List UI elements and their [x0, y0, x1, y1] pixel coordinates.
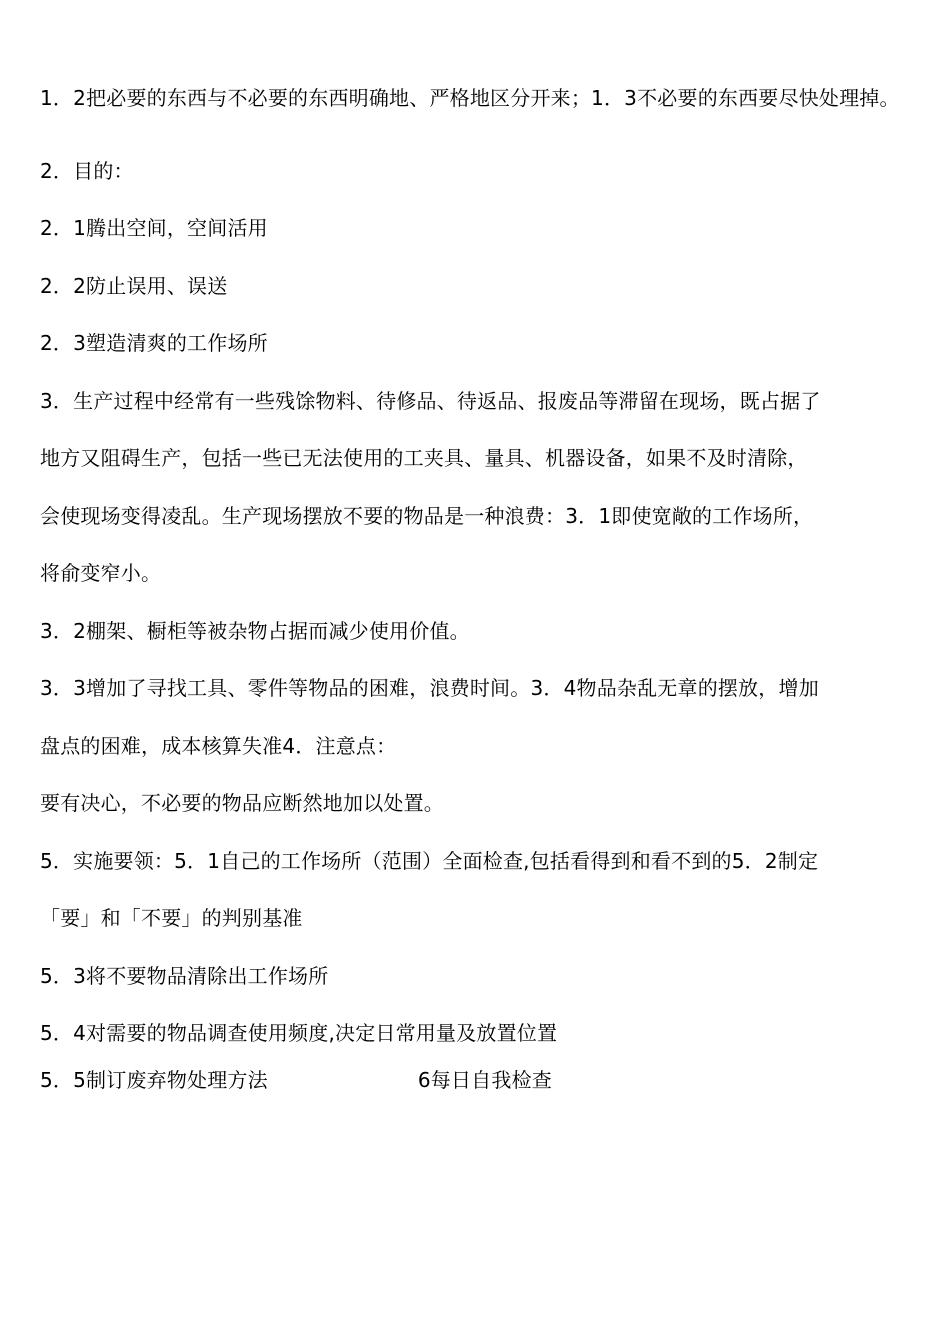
paragraph-line: 3．3增加了寻找工具、零件等物品的困难，浪费时间。3．4物品杂乱无章的摆放，增加 [40, 676, 819, 700]
last-line-right-text: 6每日自我检查 [417, 1068, 552, 1092]
paragraph-line: 5．4对需要的物品调查使用频度,决定日常用量及放置位置 [40, 1021, 558, 1045]
paragraph-line: 将俞变窄小。 [40, 561, 162, 585]
paragraph-line: 会使现场变得凌乱。生产现场摆放不要的物品是一种浪费：3．1即使宽敞的工作场所， [40, 504, 814, 528]
paragraph-line: 2．1腾出空间，空间活用 [40, 216, 268, 240]
paragraph-line: 2．2防止误用、误送 [40, 274, 228, 298]
paragraph-line: 2．目的： [40, 159, 134, 183]
paragraph-line: 5．实施要领：5．1自己的工作场所（范围）全面检查,包括看得到和看不到的5．2制定 [40, 849, 819, 873]
paragraph-line: 地方又阻碍生产，包括一些已无法使用的工夹具、量具、机器设备，如果不及时清除， [40, 446, 808, 470]
paragraph-line-last [40, 1068, 910, 1092]
paragraph-line: 3．生产过程中经常有一些残馀物料、待修品、待返品、报废品等滞留在现场，既占据了 [40, 389, 821, 413]
paragraph-line: 要有决心，不必要的物品应断然地加以处置。 [40, 791, 444, 815]
last-line-left-text: 5．5制订废弃物处理方法 [40, 1068, 268, 1092]
paragraph-line: 5．3将不要物品清除出工作场所 [40, 964, 329, 988]
paragraph-line: 3．2棚架、橱柜等被杂物占据而减少使用价值。 [40, 619, 470, 643]
paragraph-line: 2．3塑造清爽的工作场所 [40, 331, 268, 355]
paragraph-line: 「要」和「不要」的判别基准 [40, 906, 303, 930]
paragraph-line: 盘点的困难，成本核算失准4．注意点： [40, 734, 397, 758]
paragraph-line: 1．2把必要的东西与不必要的东西明确地、严格地区分开来；1．3不必要的东西要尽快处理掉。 [40, 86, 900, 110]
